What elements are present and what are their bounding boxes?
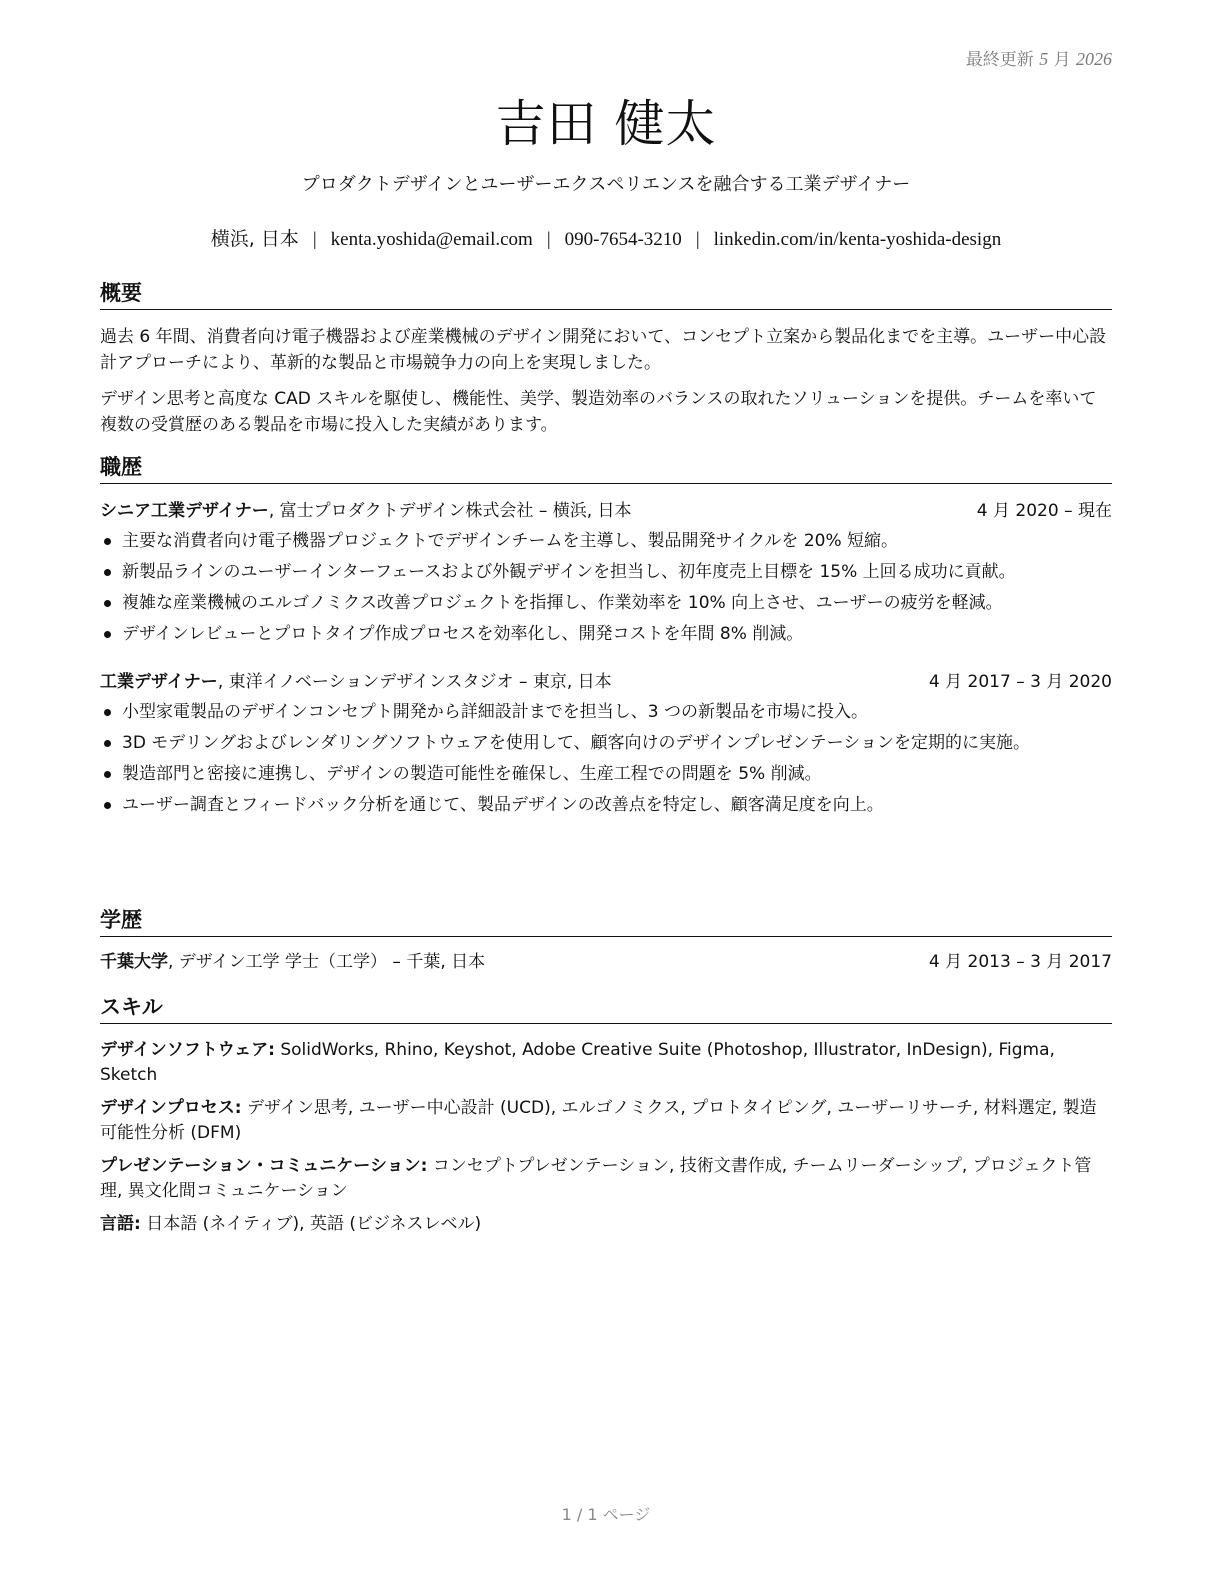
education-entry bbox=[100, 949, 1112, 975]
job-bullets bbox=[100, 528, 1112, 647]
education-school: 千葉大学 bbox=[100, 952, 168, 972]
bullet-icon bbox=[104, 740, 111, 747]
job-bullet: 製造部門と密接に連携し、デザインの製造可能性を確保し、生産工程での問題を 5% 削減。 bbox=[100, 761, 1112, 787]
last-updated-month-unit: 月 bbox=[1053, 50, 1071, 70]
contact-separator: | bbox=[546, 229, 551, 250]
skill-label: デザインプロセス: bbox=[100, 1098, 242, 1118]
job-entry bbox=[100, 669, 1112, 818]
job-header bbox=[100, 498, 1112, 524]
job-bullet: 3D モデリングおよびレンダリングソフトウェアを使用して、顧客向けのデザインプレゼンテーションを定期的に実施。 bbox=[100, 730, 1112, 756]
experience-section bbox=[100, 451, 1112, 823]
job-dates: 4 月 2020 – 現在 bbox=[976, 501, 1112, 521]
bullet-icon bbox=[104, 538, 111, 545]
contact-linkedin[interactable]: linkedin.com/in/kenta-yoshida-design bbox=[713, 229, 1002, 250]
bullet-icon bbox=[104, 569, 111, 576]
education-section bbox=[100, 904, 1112, 975]
job-bullet: 複雑な産業機械のエルゴノミクス改善プロジェクトを指揮し、作業効率を 10% 向上させ、ユーザーの疲労を軽減。 bbox=[100, 590, 1112, 616]
skill-item bbox=[100, 1038, 1112, 1088]
last-updated-year: 2026 bbox=[1076, 49, 1112, 69]
education-dates: 4 月 2013 – 3 月 2017 bbox=[928, 952, 1112, 972]
skill-value: SolidWorks, Rhino, Keyshot, Adobe Creative Suite (Photoshop, Illustrator, InDesign), Figma, Sketch bbox=[100, 1040, 1055, 1085]
skills-list bbox=[100, 1038, 1112, 1237]
job-bullets bbox=[100, 699, 1112, 818]
bullet-icon bbox=[104, 771, 111, 778]
skill-label: 言語: bbox=[100, 1214, 141, 1234]
skill-value: デザイン思考, ユーザー中心設計 (UCD), エルゴノミクス, プロトタイピング, ユーザーリサーチ, 材料選定, 製造可能性分析 (DFM) bbox=[100, 1098, 1097, 1143]
job-bullet: 主要な消費者向け電子機器プロジェクトでデザインチームを主導し、製品開発サイクルを 20% 短縮。 bbox=[100, 528, 1112, 554]
skill-item bbox=[100, 1154, 1112, 1204]
contact-separator: | bbox=[695, 229, 700, 250]
contact-email[interactable]: kenta.yoshida@email.com bbox=[330, 229, 533, 250]
summary-paragraph: デザイン思考と高度な CAD スキルを駆使し、機能性、美学、製造効率のバランスの取れたソリューションを提供。チームを率いて複数の受賞歴のある製品を市場に投入した実績があります。 bbox=[100, 389, 1097, 435]
job-entry bbox=[100, 498, 1112, 647]
skill-item bbox=[100, 1096, 1112, 1146]
summary-section bbox=[100, 277, 1112, 438]
skills-section bbox=[100, 991, 1112, 1245]
skill-item bbox=[100, 1212, 1112, 1237]
job-role: 工業デザイナー bbox=[100, 672, 218, 692]
bullet-icon bbox=[104, 709, 111, 716]
last-updated bbox=[966, 45, 1112, 70]
education-detail: , デザイン工学 学士（工学） – 千葉, 日本 bbox=[168, 952, 486, 972]
resume-page bbox=[100, 0, 1112, 1584]
contact-separator: | bbox=[312, 229, 317, 250]
contact-location: 横浜, 日本 bbox=[210, 228, 299, 250]
job-bullet: デザインレビューとプロトタイプ作成プロセスを効率化し、開発コストを年間 8% 削減。 bbox=[100, 621, 1112, 647]
skill-label: プレゼンテーション・コミュニケーション: bbox=[100, 1156, 428, 1176]
skills-title: スキル bbox=[100, 991, 1112, 1024]
last-updated-label: 最終更新 bbox=[965, 50, 1034, 70]
skill-label: デザインソフトウェア: bbox=[100, 1040, 275, 1060]
contact-phone: 090-7654-3210 bbox=[564, 229, 682, 250]
bullet-icon bbox=[104, 631, 111, 638]
job-dates: 4 月 2017 – 3 月 2020 bbox=[928, 672, 1112, 692]
education-title: 学歴 bbox=[100, 904, 1112, 937]
job-role: シニア工業デザイナー bbox=[100, 501, 269, 521]
job-company: , 東洋イノベーションデザインスタジオ – 東京, 日本 bbox=[217, 672, 612, 692]
skill-value: コンセプトプレゼンテーション, 技術文書作成, チームリーダーシップ, プロジェクト管理, 異文化間コミュニケーション bbox=[100, 1156, 1092, 1201]
experience-title: 職歴 bbox=[100, 451, 1112, 484]
bullet-icon bbox=[104, 802, 111, 809]
summary-paragraph: 過去 6 年間、消費者向け電子機器および産業機械のデザイン開発において、コンセプト立案から製品化までを主導。ユーザー中心設計アプローチにより、革新的な製品と市場競争力の向上を実現しました。 bbox=[100, 327, 1107, 373]
job-company: , 富士プロダクトデザイン株式会社 – 横浜, 日本 bbox=[268, 501, 632, 521]
job-header bbox=[100, 669, 1112, 695]
job-bullet: 新製品ラインのユーザーインターフェースおよび外観デザインを担当し、初年度売上目標を 15% 上回る成功に貢献。 bbox=[100, 559, 1112, 585]
page-number: 1 / 1 ページ bbox=[561, 1505, 651, 1524]
last-updated-month: 5 bbox=[1039, 49, 1049, 69]
job-bullet: ユーザー調査とフィードバック分析を通じて、製品デザインの改善点を特定し、顧客満足度を向上。 bbox=[100, 792, 1112, 818]
contact-line bbox=[100, 224, 1112, 251]
bullet-icon bbox=[104, 600, 111, 607]
candidate-name: 吉田 健太 bbox=[495, 95, 717, 153]
candidate-tagline: プロダクトデザインとユーザーエクスペリエンスを融合する工業デザイナー bbox=[301, 174, 911, 195]
summary-title: 概要 bbox=[100, 277, 1112, 310]
job-bullet: 小型家電製品のデザインコンセプト開発から詳細設計までを担当し、3 つの新製品を市場に投入。 bbox=[100, 699, 1112, 725]
skill-value: 日本語 (ネイティブ), 英語 (ビジネスレベル) bbox=[140, 1214, 482, 1234]
